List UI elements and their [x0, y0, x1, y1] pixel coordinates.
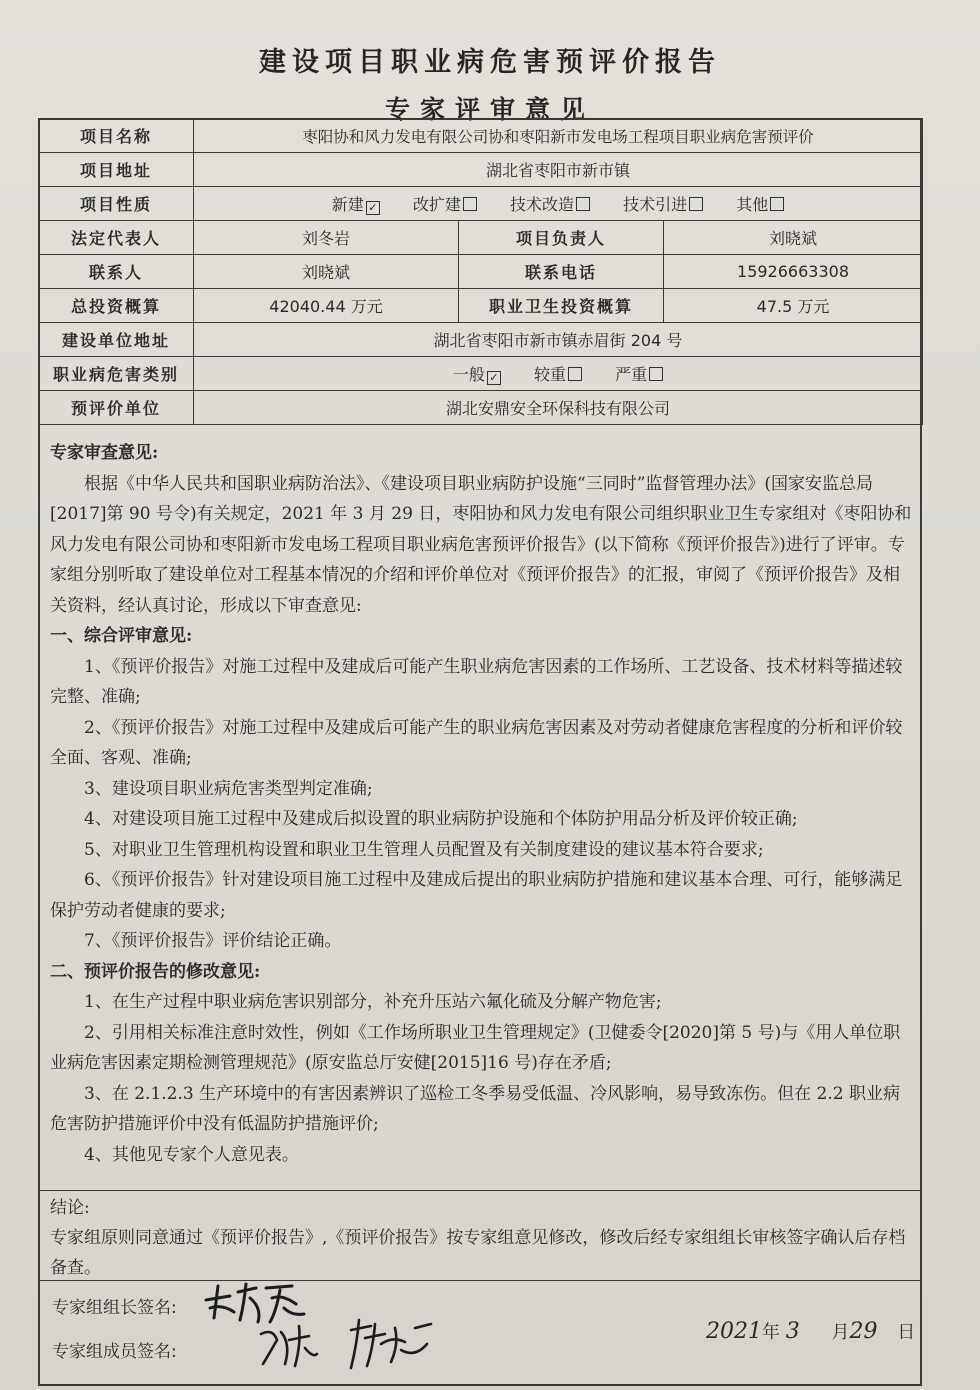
section1-item: 6、《预评价报告》针对建设项目施工过程中及建成后提出的职业病防护措施和建议基本合理、可行，能够满足保护劳动者健康的要求;	[50, 870, 903, 921]
evaluator-label: 预评价单位	[39, 391, 194, 425]
investment-value: 42040.44 万元	[194, 289, 459, 323]
legal-rep-label: 法定代表人	[39, 221, 194, 255]
nature-option: 技术引进	[623, 195, 703, 214]
nature-option: 技术改造	[510, 195, 590, 214]
section1-item: 5、对职业卫生管理机构设置和职业卫生管理人员配置及有关制度建设的建议基本符合要求;	[84, 839, 764, 860]
expert-opinion-section	[50, 438, 916, 1170]
row-address	[39, 153, 923, 187]
document-subtitle: 专家评审意见	[384, 95, 595, 124]
conclusion-heading: 结论:	[50, 1198, 90, 1218]
hazard-option: 严重	[615, 365, 663, 384]
date-month-suffix: 月	[831, 1322, 850, 1343]
contact-value: 刘晓斌	[194, 255, 459, 289]
nature-option: 其他	[736, 195, 784, 214]
hazard-label: 职业病危害类别	[39, 357, 194, 391]
project-name-value: 枣阳协和风力发电有限公司协和枣阳新市发电场工程项目职业病危害预评价	[194, 119, 923, 153]
date-day: 29	[849, 1319, 878, 1344]
hazard-option: 较重	[534, 365, 582, 384]
section1-item: 2、《预评价报告》对施工过程中及建成后可能产生的职业病危害因素及对劳动者健康危害程度的分析和评价较全面、客观、准确;	[50, 717, 903, 768]
address-value: 湖北省枣阳市新市镇	[194, 153, 923, 187]
section2-item: 1、在生产过程中职业病危害识别部分，补充升压站六氟化硫及分解产物危害;	[84, 992, 662, 1012]
contact-label: 联系人	[39, 255, 194, 289]
health-investment-label: 职业卫生投资概算	[459, 289, 664, 323]
phone-label: 联系电话	[459, 255, 664, 289]
section1-item: 1、《预评价报告》对施工过程中及建成后可能产生职业病危害因素的工作场所、工艺设备、技术材料等描述较完整、准确;	[50, 656, 903, 707]
opinion-intro: 根据《中华人民共和国职业病防治法》、《建设项目职业病防护设施“三同时”监督管理办法》(国家安监总局[2017]第 90 号令)有关规定，2021 年 3 月 29 日，枣阳协和风力发电有限公司组织职业卫生专家组对《枣阳协和风力发电有限公司协和枣阳新市发电场工程项目职业病危害预评价报告》(以下简称《预评价报告》)进行了评审。专家组分别听取了建设单位对工程基本情况的介绍和评价单位对《预评价报告》的汇报，审阅了《预评价报告》及相关资料，经认真讨论，形成以下审查意见:	[50, 473, 912, 616]
section2-item: 4、其他见专家个人意见表。	[84, 1144, 299, 1165]
conclusion-section	[50, 1193, 916, 1283]
manager-value: 刘晓斌	[664, 221, 923, 255]
members-signature-label: 专家组成员签名:	[52, 1342, 177, 1362]
checkbox-empty-icon	[649, 367, 663, 381]
evaluator-value: 湖北安鼎安全环保科技有限公司	[194, 391, 923, 425]
checkbox-empty-icon	[770, 197, 784, 211]
date-year: 2021	[706, 1319, 762, 1344]
date-month: 3	[785, 1319, 800, 1344]
hazard-option: 一般 ✓	[453, 365, 501, 384]
row-investment	[39, 289, 923, 323]
conclusion-divider	[38, 1190, 922, 1191]
checkbox-empty-icon	[568, 367, 582, 381]
members-signatures	[255, 1314, 445, 1374]
checkbox-empty-icon	[689, 197, 703, 211]
row-contact	[39, 255, 923, 289]
nature-options	[194, 187, 923, 221]
signature-date	[706, 1318, 915, 1344]
leader-signature-label: 专家组组长签名:	[52, 1298, 177, 1318]
checkbox-empty-icon	[576, 197, 590, 211]
row-unit-address	[39, 323, 923, 357]
section1-title: 一、综合评审意见:	[50, 626, 193, 646]
row-project-name	[39, 119, 923, 153]
project-info-table	[38, 118, 923, 425]
legal-rep-value: 刘冬岩	[194, 221, 459, 255]
nature-option: 新建 ✓	[332, 195, 380, 214]
row-legal-rep	[39, 221, 923, 255]
health-investment-value: 47.5 万元	[664, 289, 923, 323]
section1-item: 4、对建设项目施工过程中及建成后拟设置的职业病防护设施和个体防护用品分析及评价较正确;	[84, 809, 798, 829]
nature-option: 改扩建	[413, 195, 477, 214]
address-label: 项目地址	[39, 153, 194, 187]
project-name-label: 项目名称	[39, 119, 194, 153]
date-day-suffix: 日	[897, 1322, 916, 1343]
unit-address-label: 建设单位地址	[39, 323, 194, 357]
investment-label: 总投资概算	[39, 289, 194, 323]
checkbox-empty-icon	[463, 197, 477, 211]
section1-item: 3、建设项目职业病危害类型判定准确;	[84, 778, 373, 799]
checkbox-checked-icon: ✓	[366, 201, 380, 215]
section1-item: 7、《预评价报告》评价结论正确。	[84, 931, 342, 951]
checkbox-checked-icon: ✓	[487, 371, 501, 385]
opinion-heading: 专家审查意见:	[50, 443, 159, 463]
row-hazard	[39, 357, 923, 391]
date-year-suffix: 年	[762, 1322, 780, 1343]
document-title: 建设项目职业病危害预评价报告	[259, 47, 721, 78]
section2-item: 2、引用相关标准注意时效性，例如《工作场所职业卫生管理规定》(卫健委令[2020]第 5 号)与《用人单位职业病危害因素定期检测管理规范》(原安监总厅安健[2015]16 号)存在矛盾;	[50, 1022, 901, 1073]
hazard-options	[194, 357, 923, 391]
row-evaluator	[39, 391, 923, 425]
phone-value: 15926663308	[664, 255, 923, 289]
nature-label: 项目性质	[39, 187, 194, 221]
unit-address-value: 湖北省枣阳市新市镇赤眉街 204 号	[194, 323, 923, 357]
conclusion-text: 专家组原则同意通过《预评价报告》,《预评价报告》按专家组意见修改，修改后经专家组组长审核签字确认后存档备查。	[50, 1228, 906, 1278]
section2-item: 3、在 2.1.2.3 生产环境中的有害因素辨识了巡检工冬季易受低温、冷风影响，易导致冻伤。但在 2.2 职业病危害防护措施评价中没有低温防护措施评价;	[50, 1083, 900, 1134]
signature-divider	[38, 1280, 922, 1281]
manager-label: 项目负责人	[459, 221, 664, 255]
row-nature	[39, 187, 923, 221]
section2-title: 二、预评价报告的修改意见:	[50, 961, 261, 982]
